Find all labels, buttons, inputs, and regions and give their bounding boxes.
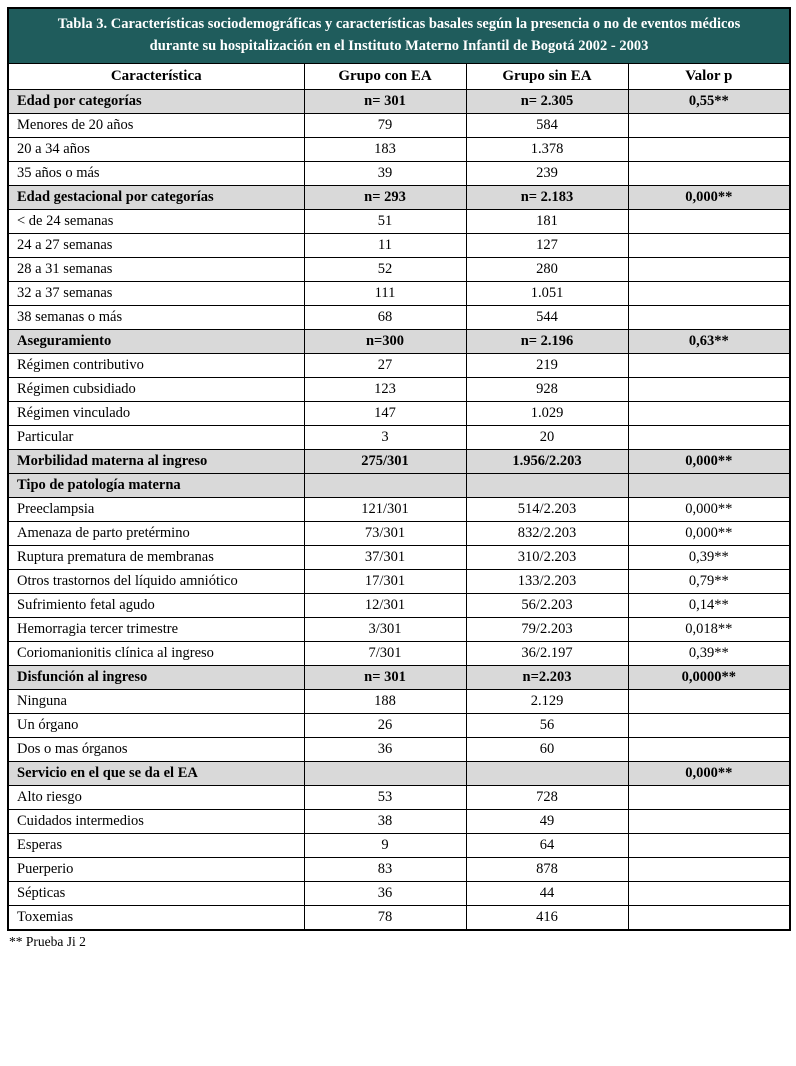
table-row — [8, 833, 790, 857]
p-value-cell — [628, 305, 790, 329]
table-body — [8, 89, 790, 930]
row-label: Preeclampsia — [8, 497, 304, 521]
table-row — [8, 89, 790, 113]
p-value-cell — [628, 425, 790, 449]
sin-ea-cell: 20 — [466, 425, 628, 449]
sin-ea-cell: 44 — [466, 881, 628, 905]
row-label: Puerperio — [8, 857, 304, 881]
table-row — [8, 185, 790, 209]
table-row — [8, 881, 790, 905]
footnote: ** Prueba Ji 2 — [9, 933, 86, 949]
sin-ea-cell: 181 — [466, 209, 628, 233]
table-row — [8, 857, 790, 881]
sin-ea-cell: 280 — [466, 257, 628, 281]
table-row — [8, 137, 790, 161]
p-value-cell: 0,39** — [628, 545, 790, 569]
sin-ea-cell: 133/2.203 — [466, 569, 628, 593]
p-value-cell — [628, 833, 790, 857]
sin-ea-cell: 310/2.203 — [466, 545, 628, 569]
table-row — [8, 521, 790, 545]
sin-ea-cell: 544 — [466, 305, 628, 329]
sin-ea-cell: 219 — [466, 353, 628, 377]
con-ea-cell: 147 — [304, 401, 466, 425]
p-value-cell: 0,0000** — [628, 665, 790, 689]
p-value-cell: 0,000** — [628, 449, 790, 473]
con-ea-cell: 36 — [304, 881, 466, 905]
con-ea-cell: n= 293 — [304, 185, 466, 209]
p-value-cell: 0,000** — [628, 761, 790, 785]
row-label: < de 24 semanas — [8, 209, 304, 233]
column-header-grupo-con-ea: Grupo con EA — [304, 63, 466, 89]
sin-ea-cell: 56 — [466, 713, 628, 737]
con-ea-cell: 183 — [304, 137, 466, 161]
con-ea-cell — [304, 473, 466, 497]
p-value-cell: 0,39** — [628, 641, 790, 665]
p-value-cell — [628, 905, 790, 930]
sin-ea-cell: 1.378 — [466, 137, 628, 161]
statistics-table — [7, 7, 791, 931]
p-value-cell: 0,018** — [628, 617, 790, 641]
sin-ea-cell: 514/2.203 — [466, 497, 628, 521]
table-row — [8, 641, 790, 665]
con-ea-cell: 3 — [304, 425, 466, 449]
sin-ea-cell: 49 — [466, 809, 628, 833]
con-ea-cell: 188 — [304, 689, 466, 713]
row-label: Toxemias — [8, 905, 304, 930]
table-row — [8, 617, 790, 641]
sin-ea-cell: 1.051 — [466, 281, 628, 305]
con-ea-cell: 111 — [304, 281, 466, 305]
sin-ea-cell: 64 — [466, 833, 628, 857]
con-ea-cell: 11 — [304, 233, 466, 257]
row-label: Otros trastornos del líquido amniótico — [8, 569, 304, 593]
table-row — [8, 665, 790, 689]
sin-ea-cell: 60 — [466, 737, 628, 761]
p-value-cell: 0,000** — [628, 185, 790, 209]
row-label: Cuidados intermedios — [8, 809, 304, 833]
con-ea-cell — [304, 761, 466, 785]
row-label: Edad por categorías — [8, 89, 304, 113]
p-value-cell — [628, 473, 790, 497]
p-value-cell — [628, 713, 790, 737]
sin-ea-cell: n= 2.305 — [466, 89, 628, 113]
row-label: Servicio en el que se da el EA — [8, 761, 304, 785]
con-ea-cell: 78 — [304, 905, 466, 930]
sin-ea-cell — [466, 473, 628, 497]
sin-ea-cell: 56/2.203 — [466, 593, 628, 617]
row-label: Régimen contributivo — [8, 353, 304, 377]
table-row — [8, 257, 790, 281]
p-value-cell — [628, 233, 790, 257]
table-row — [8, 593, 790, 617]
table-row — [8, 329, 790, 353]
row-label: 32 a 37 semanas — [8, 281, 304, 305]
table-row — [8, 113, 790, 137]
con-ea-cell: 275/301 — [304, 449, 466, 473]
row-label: Sufrimiento fetal agudo — [8, 593, 304, 617]
con-ea-cell: 26 — [304, 713, 466, 737]
table-row — [8, 785, 790, 809]
table-row — [8, 473, 790, 497]
con-ea-cell: 73/301 — [304, 521, 466, 545]
table-row — [8, 161, 790, 185]
sin-ea-cell: 1.956/2.203 — [466, 449, 628, 473]
sin-ea-cell: 584 — [466, 113, 628, 137]
row-label: Ninguna — [8, 689, 304, 713]
con-ea-cell: 37/301 — [304, 545, 466, 569]
row-label: Aseguramiento — [8, 329, 304, 353]
con-ea-cell: 121/301 — [304, 497, 466, 521]
p-value-cell — [628, 113, 790, 137]
table-row — [8, 689, 790, 713]
table-row — [8, 281, 790, 305]
sin-ea-cell: 239 — [466, 161, 628, 185]
row-label: Disfunción al ingreso — [8, 665, 304, 689]
p-value-cell — [628, 857, 790, 881]
row-label: 35 años o más — [8, 161, 304, 185]
con-ea-cell: 51 — [304, 209, 466, 233]
p-value-cell: 0,79** — [628, 569, 790, 593]
row-label: Alto riesgo — [8, 785, 304, 809]
title-row — [8, 8, 790, 63]
p-value-cell — [628, 353, 790, 377]
con-ea-cell: 7/301 — [304, 641, 466, 665]
row-label: Hemorragia tercer trimestre — [8, 617, 304, 641]
p-value-cell — [628, 161, 790, 185]
column-header-grupo-sin-ea: Grupo sin EA — [466, 63, 628, 89]
row-label: Ruptura prematura de membranas — [8, 545, 304, 569]
con-ea-cell: 83 — [304, 857, 466, 881]
table-row — [8, 353, 790, 377]
row-label: Tipo de patología materna — [8, 473, 304, 497]
table-row — [8, 425, 790, 449]
row-label: 20 a 34 años — [8, 137, 304, 161]
column-header-caracteristica: Característica — [8, 63, 304, 89]
sin-ea-cell: n=2.203 — [466, 665, 628, 689]
p-value-cell: 0,000** — [628, 521, 790, 545]
con-ea-cell: 27 — [304, 353, 466, 377]
p-value-cell: 0,63** — [628, 329, 790, 353]
sin-ea-cell: n= 2.183 — [466, 185, 628, 209]
sin-ea-cell: 832/2.203 — [466, 521, 628, 545]
table-row — [8, 233, 790, 257]
table-row — [8, 305, 790, 329]
column-header-valor-p: Valor p — [628, 63, 790, 89]
row-label: Esperas — [8, 833, 304, 857]
table-row — [8, 809, 790, 833]
con-ea-cell: 17/301 — [304, 569, 466, 593]
p-value-cell: 0,000** — [628, 497, 790, 521]
con-ea-cell: 53 — [304, 785, 466, 809]
table-row — [8, 377, 790, 401]
con-ea-cell: 38 — [304, 809, 466, 833]
p-value-cell — [628, 257, 790, 281]
table-row — [8, 449, 790, 473]
p-value-cell — [628, 209, 790, 233]
table-row — [8, 737, 790, 761]
sin-ea-cell: 728 — [466, 785, 628, 809]
con-ea-cell: 79 — [304, 113, 466, 137]
con-ea-cell: n= 301 — [304, 89, 466, 113]
sin-ea-cell: 416 — [466, 905, 628, 930]
p-value-cell — [628, 377, 790, 401]
p-value-cell — [628, 737, 790, 761]
row-label: Sépticas — [8, 881, 304, 905]
row-label: 24 a 27 semanas — [8, 233, 304, 257]
row-label: 28 a 31 semanas — [8, 257, 304, 281]
table-row — [8, 401, 790, 425]
table-row — [8, 545, 790, 569]
p-value-cell: 0,14** — [628, 593, 790, 617]
row-label: Dos o mas órganos — [8, 737, 304, 761]
con-ea-cell: n=300 — [304, 329, 466, 353]
p-value-cell — [628, 137, 790, 161]
table-row — [8, 209, 790, 233]
p-value-cell — [628, 401, 790, 425]
con-ea-cell: 123 — [304, 377, 466, 401]
column-header-row — [8, 63, 790, 89]
table-row — [8, 905, 790, 930]
table-row — [8, 497, 790, 521]
p-value-cell — [628, 809, 790, 833]
row-label: Morbilidad materna al ingreso — [8, 449, 304, 473]
sin-ea-cell: 79/2.203 — [466, 617, 628, 641]
row-label: 38 semanas o más — [8, 305, 304, 329]
row-label: Menores de 20 años — [8, 113, 304, 137]
table-row — [8, 713, 790, 737]
table-row — [8, 569, 790, 593]
sin-ea-cell: 878 — [466, 857, 628, 881]
con-ea-cell: n= 301 — [304, 665, 466, 689]
sin-ea-cell: 928 — [466, 377, 628, 401]
sin-ea-cell — [466, 761, 628, 785]
table-title: Tabla 3. Características sociodemográficas y características basales según la presencia o no de eventos médicos durante su hospitalización en el Instituto Materno Infantil de Bogotá 2002 - 2003 — [8, 8, 790, 63]
row-label: Amenaza de parto pretérmino — [8, 521, 304, 545]
sin-ea-cell: 127 — [466, 233, 628, 257]
p-value-cell — [628, 281, 790, 305]
sin-ea-cell: 2.129 — [466, 689, 628, 713]
row-label: Particular — [8, 425, 304, 449]
row-label: Un órgano — [8, 713, 304, 737]
row-label: Régimen vinculado — [8, 401, 304, 425]
p-value-cell — [628, 785, 790, 809]
con-ea-cell: 52 — [304, 257, 466, 281]
sin-ea-cell: 1.029 — [466, 401, 628, 425]
con-ea-cell: 39 — [304, 161, 466, 185]
con-ea-cell: 12/301 — [304, 593, 466, 617]
row-label: Régimen cubsidiado — [8, 377, 304, 401]
p-value-cell — [628, 881, 790, 905]
con-ea-cell: 68 — [304, 305, 466, 329]
row-label: Coriomanionitis clínica al ingreso — [8, 641, 304, 665]
sin-ea-cell: n= 2.196 — [466, 329, 628, 353]
table-row — [8, 761, 790, 785]
sin-ea-cell: 36/2.197 — [466, 641, 628, 665]
row-label: Edad gestacional por categorías — [8, 185, 304, 209]
p-value-cell: 0,55** — [628, 89, 790, 113]
con-ea-cell: 3/301 — [304, 617, 466, 641]
con-ea-cell: 36 — [304, 737, 466, 761]
p-value-cell — [628, 689, 790, 713]
con-ea-cell: 9 — [304, 833, 466, 857]
